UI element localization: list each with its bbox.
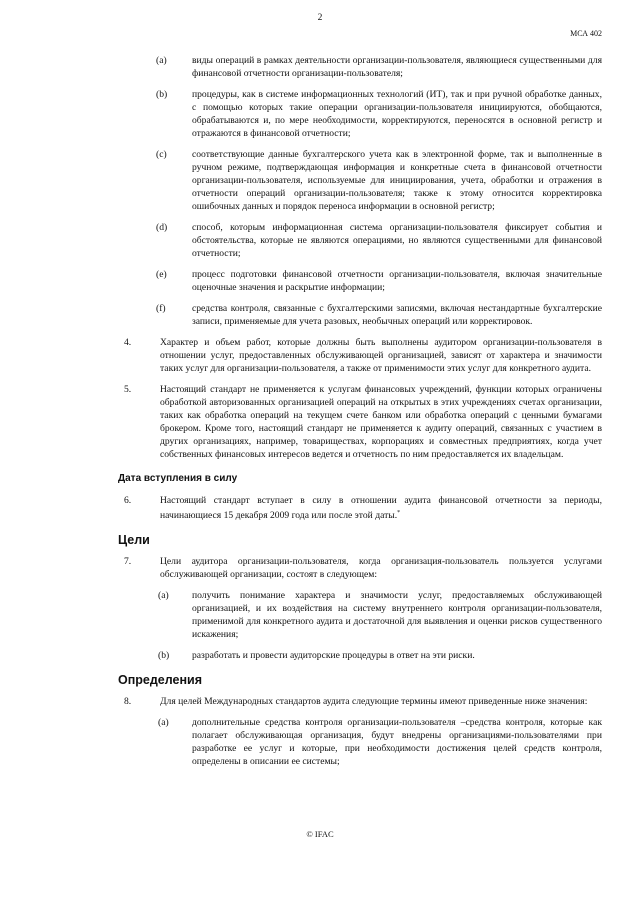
paragraph-number: 7. <box>124 556 132 568</box>
list-item-e <box>156 268 602 294</box>
list-item-text: дополнительные средства контроля организации-пользователя –средства контроля, которые как полагает обслуживающая организация, будут внедрены организациями-пользователями при разработке ее услуг и которые, при необходимости достижения целей средств контроля, определены в описании ее системы; <box>192 717 602 768</box>
paragraph-4 <box>124 336 602 375</box>
list-item-d <box>156 221 602 260</box>
paragraph-7 <box>124 555 602 581</box>
definition-item-a <box>158 716 602 768</box>
list-item-label: (a) <box>156 55 167 66</box>
list-item-text: разработать и провести аудиторские процедуры в ответ на эти риски. <box>192 650 475 662</box>
paragraph-text: Настоящий стандарт вступает в силу в отношении аудита финансовой отчетности за периоды, начинающиеся 15 декабря 2009 года или после этой даты. <box>160 495 602 522</box>
paragraph-number: 5. <box>124 384 132 395</box>
page-number: 2 <box>317 13 323 23</box>
paragraph-number: 8. <box>124 696 132 708</box>
list-item-c <box>156 148 602 213</box>
list-item-label: (a) <box>158 717 169 729</box>
list-item-label: (a) <box>158 590 169 602</box>
list-item-f <box>156 302 602 328</box>
paragraph-number: 6. <box>124 495 132 506</box>
paragraph-6 <box>124 494 602 522</box>
list-item-text: способ, которым информационная система организации-пользователя фиксирует события и обстоятельства, которые не являются операциями, но являются существенными для финансовой отчетности; <box>192 222 602 259</box>
section-heading-definitions: Определения <box>118 673 203 688</box>
objective-item-b <box>158 649 602 662</box>
list-item-label: (e) <box>156 269 167 280</box>
paragraph-text: Для целей Международных стандартов аудита следующие термины имеют приведенные ниже значения: <box>160 696 588 708</box>
paragraph-text: Настоящий стандарт не применяется к услугам финансовых учреждений, функции которых ограничены обработкой авторизованных организацией операций на открытых в этих учреждениях счетах организации, таких как обработка операций на текущем счете банком или обработка операций с ценными бумагами брокером. Кроме того, настоящий стандарт не применяется к аудиту операций, связанных с участием в других организациях, например, товариществах, корпорациях и совместных предприятиях, когда учет собственных финансовых интересов ведется и отчетность по ним предоставляется их владельцам. <box>160 384 602 460</box>
list-item-text: средства контроля, связанные с бухгалтерскими записями, включая нестандартные бухгалтерские записи, применяемые для учета разовых, необычных операций или корректировок. <box>192 303 602 327</box>
list-item-label: (f) <box>156 303 166 314</box>
list-item-text: процедуры, как в системе информационных технологий (ИТ), так и при ручной обработке данных, с помощью которых такие операции организации-пользователя инициируются, обобщаются, обрабатываются и, по мере необходимости, корректируются, переносятся в основной регистр и отражаются в финансовой отчетности; <box>192 89 602 139</box>
list-item-label: (b) <box>156 89 168 100</box>
section-heading-objectives: Цели <box>118 533 150 548</box>
page-content <box>0 54 640 768</box>
paragraph-text: Цели аудитора организации-пользователя, когда организация-пользователь пользуется услугами обслуживающей организации, состоят в следующем: <box>160 556 602 581</box>
section-heading-effective-date: Дата вступления в силу <box>118 473 238 484</box>
paragraph-number: 4. <box>124 337 132 348</box>
list-item-text: получить понимание характера и значимости услуг, предоставляемых обслуживающей организацией, и их воздействия на систему внутреннего контроля организации-пользователя, применимой для конкретного аудита и достаточной для выявления и оценки рисков существенного искажения; <box>192 590 602 641</box>
list-item-label: (b) <box>158 650 170 662</box>
list-item-a <box>156 54 602 80</box>
paragraph-8 <box>124 695 602 708</box>
footer-copyright: © IFAC <box>306 829 334 839</box>
list-item-label: (c) <box>156 149 167 160</box>
document-code: МСА 402 <box>570 29 602 38</box>
list-item-text: виды операций в рамках деятельности организации-пользователя, являющиеся существенными для финансовой отчетности организации-пользователя; <box>192 55 602 79</box>
paragraph-5 <box>124 383 602 461</box>
list-item-label: (d) <box>156 222 168 233</box>
list-item-b <box>156 88 602 140</box>
paragraph-text: Характер и объем работ, которые должны быть выполнены аудитором организации-пользователя в отношении услуг, предоставленных обслуживающей организацией, зависят от характера и значимости таких услуг для организации-пользователя, а также от применимости этих услуг для конкретного аудита. <box>160 337 602 374</box>
list-item-text: процесс подготовки финансовой отчетности организации-пользователя, включая значительные оценочные значения и раскрытие информации; <box>192 269 602 293</box>
footnote-mark: * <box>397 510 401 516</box>
list-item-text: соответствующие данные бухгалтерского учета как в электронной форме, так и выполненные в ручном режиме, подтверждающая информация и конкретные счета в финансовой отчетности организации-пользователя, используемые для инициирования, учета, обработки и отражения в отчетности операций организации-пользователя; также к этому относится корректировка ошибочных данных и порядок переноса информации в основной регистр; <box>192 149 602 212</box>
objective-item-a <box>158 589 602 641</box>
